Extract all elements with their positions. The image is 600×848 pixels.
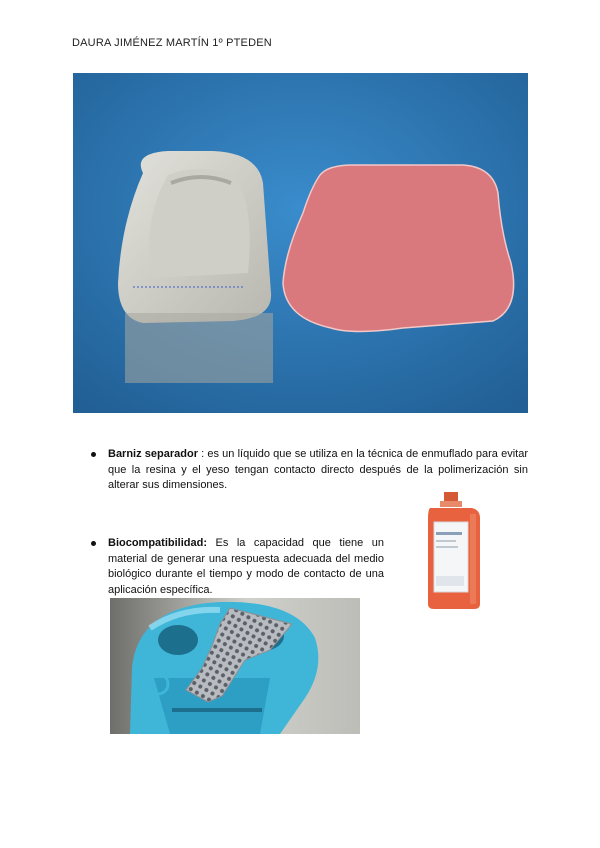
skull-mesh-photo [110, 598, 360, 734]
bullet-marker [91, 541, 96, 546]
bullet-marker [91, 452, 96, 457]
term-label: Biocompatibilidad: [108, 537, 207, 549]
term-definition: : es un líquido que se utiliza en la técnica de enmuflado para evitar que la resina y el yeso tengan contacto directo después de la polimerización sin alterar sus dimensiones. [108, 448, 528, 491]
varnish-bottle-photo [418, 492, 490, 610]
page-header: DAURA JIMÉNEZ MARTÍN 1º PTEDEN [72, 37, 272, 49]
plaster-mold-photo [73, 73, 528, 413]
bullet-barniz-separador [108, 447, 528, 494]
bullet-biocompatibilidad [108, 536, 384, 598]
term-definition: Es la capacidad que tiene un material de generar una respuesta adecuada del medio biológico durante el tiempo y modo de contacto de una aplicación específica. [108, 537, 384, 596]
term-label: Barniz separador [108, 448, 198, 460]
